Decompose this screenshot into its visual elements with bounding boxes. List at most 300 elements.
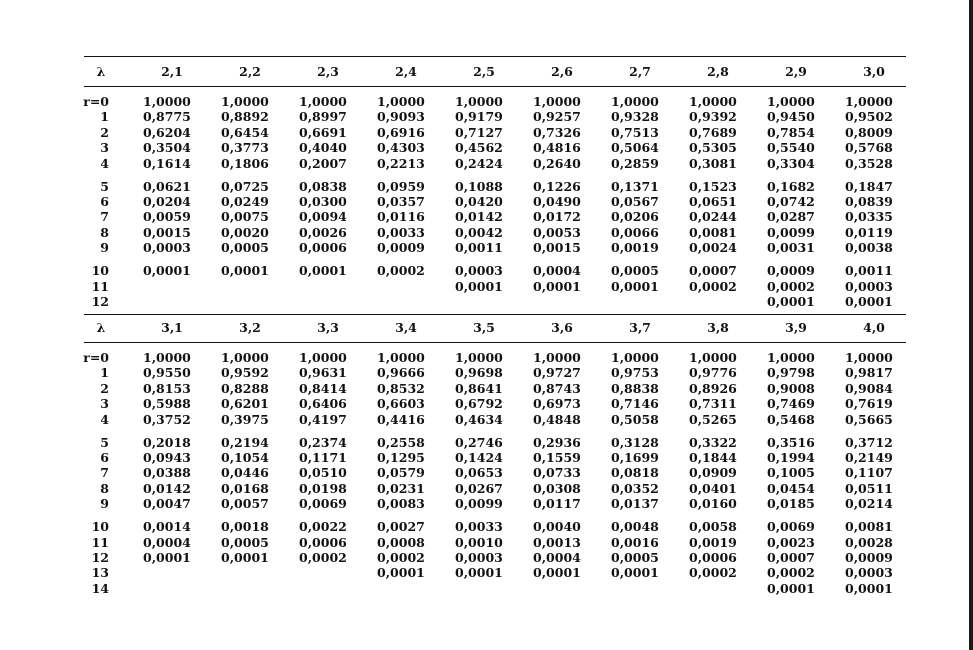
table-cell: 0,5768 — [845, 140, 893, 156]
row-r-label: 3 — [100, 140, 109, 156]
table-cell: 0,1005 — [767, 465, 815, 481]
table-cell: 0,2374 — [299, 434, 347, 450]
table-cell: 0,0083 — [377, 496, 425, 512]
table-cell: 0,9502 — [845, 109, 893, 125]
table-cell: 0,0066 — [611, 224, 659, 240]
lambda-col-header: 3,6 — [551, 320, 573, 335]
table-cell: 0,0094 — [299, 209, 347, 225]
table-cell: 0,1371 — [611, 178, 659, 194]
page-edge-shadow — [969, 0, 973, 650]
table-cell: 0,0420 — [455, 194, 503, 209]
table-row — [75, 535, 915, 550]
lambda-col-header: 2,1 — [161, 64, 183, 79]
table-cell: 0,0002 — [689, 565, 737, 581]
table-cell: 0,0003 — [455, 263, 503, 279]
table-cell: 0,0016 — [611, 534, 659, 550]
table-cell: 0,0015 — [533, 240, 581, 256]
table-cell: 0,0009 — [377, 240, 425, 256]
table-cell: 0,0510 — [299, 465, 347, 481]
table-cell: 0,0401 — [689, 480, 737, 496]
table-cell: 0,5265 — [689, 411, 737, 427]
rule-top — [84, 56, 906, 57]
table-cell: 0,0287 — [767, 209, 815, 225]
table-cell: 1,0000 — [377, 350, 425, 365]
table-cell: 0,0003 — [143, 240, 191, 256]
table-cell: 0,9450 — [767, 109, 815, 125]
table-cell: 0,2859 — [611, 155, 659, 171]
row-r-label: 9 — [100, 496, 109, 512]
table-cell: 0,6916 — [377, 124, 425, 140]
row-r-label: 4 — [100, 411, 109, 427]
table-cell: 0,4816 — [533, 140, 581, 156]
table-cell: 0,0185 — [767, 496, 815, 512]
table-cell: 0,0069 — [767, 519, 815, 535]
table-cell: 0,0005 — [611, 263, 659, 279]
table-cell: 0,0019 — [611, 240, 659, 256]
table-row — [75, 465, 915, 480]
table-cell: 0,4416 — [377, 411, 425, 427]
rule-header-1 — [84, 86, 906, 87]
table-cell: 1,0000 — [299, 94, 347, 109]
table-row — [75, 140, 915, 155]
table-cell: 0,0388 — [143, 465, 191, 481]
table-cell: 1,0000 — [221, 94, 269, 109]
table-cell: 0,5468 — [767, 411, 815, 427]
table-cell: 0,0020 — [221, 224, 269, 240]
table-cell: 0,0007 — [767, 550, 815, 565]
lambda-col-header: 3,4 — [395, 320, 417, 335]
table-cell: 0,5665 — [845, 411, 893, 427]
table-cell: 0,1295 — [377, 450, 425, 465]
table-cell: 0,0172 — [533, 209, 581, 225]
table-cell: 0,0002 — [377, 550, 425, 565]
lambda-col-header: 2,6 — [551, 64, 573, 79]
table-cell: 0,3504 — [143, 140, 191, 156]
table-cell: 0,0075 — [221, 209, 269, 225]
table-2-header — [84, 319, 906, 337]
table-cell: 0,0003 — [845, 278, 893, 294]
rule-section-divider — [84, 314, 906, 315]
table-cell: 0,7326 — [533, 124, 581, 140]
row-r-label: 11 — [91, 278, 109, 294]
table-cell: 0,0725 — [221, 178, 269, 194]
lambda-symbol: λ — [96, 64, 106, 79]
table-cell: 0,0001 — [767, 294, 815, 309]
lambda-col-header: 2,5 — [473, 64, 495, 79]
row-r-label: 12 — [91, 550, 109, 565]
table-cell: 0,0022 — [299, 519, 347, 535]
table-row — [75, 156, 915, 171]
table-cell: 0,0004 — [143, 534, 191, 550]
table-cell: 0,0015 — [143, 224, 191, 240]
table-cell: 0,0116 — [377, 209, 425, 225]
table-cell: 0,0249 — [221, 194, 269, 209]
table-cell: 0,1847 — [845, 178, 893, 194]
table-cell: 0,7146 — [611, 396, 659, 412]
table-cell: 0,0007 — [689, 263, 737, 279]
table-cell: 0,0059 — [143, 209, 191, 225]
table-cell: 0,9093 — [377, 109, 425, 125]
table-cell: 0,0244 — [689, 209, 737, 225]
table-cell: 0,7469 — [767, 396, 815, 412]
table-cell: 0,5988 — [143, 396, 191, 412]
table-cell: 0,0006 — [299, 240, 347, 256]
row-r-label: 8 — [100, 224, 109, 240]
row-r-label: 10 — [91, 519, 109, 535]
table-cell: 0,0446 — [221, 465, 269, 481]
table-cell: 0,8997 — [299, 109, 347, 125]
table-cell: 0,4040 — [299, 140, 347, 156]
table-cell: 0,0006 — [689, 550, 737, 565]
table-cell: 0,6691 — [299, 124, 347, 140]
row-r-label: 2 — [100, 380, 109, 396]
table-row — [75, 209, 915, 224]
lambda-col-header: 2,3 — [317, 64, 339, 79]
table-cell: 0,0001 — [299, 263, 347, 279]
table-cell: 0,0621 — [143, 178, 191, 194]
table-cell: 0,3128 — [611, 434, 659, 450]
table-cell: 0,0001 — [221, 263, 269, 279]
table-cell: 0,0001 — [611, 565, 659, 581]
table-cell: 0,0137 — [611, 496, 659, 512]
table-cell: 0,9631 — [299, 365, 347, 381]
row-r-label: 5 — [100, 434, 109, 450]
row-r-label: 11 — [91, 534, 109, 550]
table-row — [75, 109, 915, 124]
table-cell: 0,9257 — [533, 109, 581, 125]
table-cell: 0,4303 — [377, 140, 425, 156]
table-row — [75, 294, 915, 309]
table-row — [75, 350, 915, 365]
table-cell: 1,0000 — [377, 94, 425, 109]
table-cell: 0,0014 — [143, 519, 191, 535]
table-cell: 0,1107 — [845, 465, 893, 481]
table-cell: 0,0300 — [299, 194, 347, 209]
table-cell: 0,7619 — [845, 396, 893, 412]
table-cell: 0,0653 — [455, 465, 503, 481]
table-cell: 0,0099 — [767, 224, 815, 240]
table-cell: 0,0002 — [299, 550, 347, 565]
row-r-label: 8 — [100, 480, 109, 496]
table-cell: 0,1559 — [533, 450, 581, 465]
table-cell: 0,0198 — [299, 480, 347, 496]
lambda-col-header: 2,9 — [785, 64, 807, 79]
table-cell: 0,7854 — [767, 124, 815, 140]
table-cell: 0,0142 — [455, 209, 503, 225]
table-cell: 0,0081 — [689, 224, 737, 240]
table-cell: 1,0000 — [455, 94, 503, 109]
table-cell: 0,0003 — [455, 550, 503, 565]
table-cell: 1,0000 — [689, 94, 737, 109]
lambda-col-header: 2,8 — [707, 64, 729, 79]
table-cell: 0,0818 — [611, 465, 659, 481]
table-cell: 0,0168 — [221, 480, 269, 496]
table-cell: 0,5058 — [611, 411, 659, 427]
lambda-col-header: 3,7 — [629, 320, 651, 335]
table-cell: 0,0160 — [689, 496, 737, 512]
table-cell: 0,0357 — [377, 194, 425, 209]
lambda-col-header: 3,2 — [239, 320, 261, 335]
table-cell: 0,0206 — [611, 209, 659, 225]
lambda-symbol: λ — [96, 320, 106, 335]
table-cell: 0,0490 — [533, 194, 581, 209]
table-cell: 0,0003 — [845, 565, 893, 581]
table-cell: 0,0001 — [221, 550, 269, 565]
table-cell: 0,3975 — [221, 411, 269, 427]
table-row — [75, 279, 915, 294]
table-cell: 1,0000 — [845, 94, 893, 109]
table-row — [75, 381, 915, 396]
row-r-label: 6 — [100, 450, 109, 465]
lambda-col-header: 3,0 — [863, 64, 885, 79]
table-cell: 0,0023 — [767, 534, 815, 550]
row-r-label: 13 — [91, 565, 109, 581]
table-cell: 0,8153 — [143, 380, 191, 396]
table-cell: 0,6406 — [299, 396, 347, 412]
table-cell: 0,0040 — [533, 519, 581, 535]
table-cell: 0,0058 — [689, 519, 737, 535]
table-cell: 0,1523 — [689, 178, 737, 194]
table-row — [75, 519, 915, 534]
table-cell: 0,9817 — [845, 365, 893, 381]
lambda-col-header: 2,2 — [239, 64, 261, 79]
table-cell: 0,1614 — [143, 155, 191, 171]
row-r-label: 10 — [91, 263, 109, 279]
table-cell: 0,0204 — [143, 194, 191, 209]
table-cell: 0,2018 — [143, 434, 191, 450]
table-cell: 0,0004 — [533, 263, 581, 279]
table-cell: 1,0000 — [611, 350, 659, 365]
lambda-col-header: 3,1 — [161, 320, 183, 335]
table-cell: 0,0042 — [455, 224, 503, 240]
table-cell: 0,0943 — [143, 450, 191, 465]
table-cell: 0,3528 — [845, 155, 893, 171]
table-cell: 0,1806 — [221, 155, 269, 171]
table-cell: 0,9592 — [221, 365, 269, 381]
table-1-header — [84, 63, 906, 81]
table-row — [75, 412, 915, 427]
table-cell: 0,0959 — [377, 178, 425, 194]
table-cell: 0,0002 — [689, 278, 737, 294]
table-cell: 0,0001 — [455, 565, 503, 581]
row-r-label: 5 — [100, 178, 109, 194]
table-cell: 0,5540 — [767, 140, 815, 156]
table-cell: 0,0231 — [377, 480, 425, 496]
table-cell: 0,0019 — [689, 534, 737, 550]
lambda-col-header: 2,4 — [395, 64, 417, 79]
table-cell: 1,0000 — [143, 94, 191, 109]
table-cell: 0,0001 — [845, 294, 893, 309]
table-cell: 0,9550 — [143, 365, 191, 381]
table-cell: 0,0267 — [455, 480, 503, 496]
table-cell: 0,0909 — [689, 465, 737, 481]
table-cell: 0,6454 — [221, 124, 269, 140]
table-cell: 0,0454 — [767, 480, 815, 496]
table-cell: 0,0002 — [377, 263, 425, 279]
table-cell: 0,1054 — [221, 450, 269, 465]
table-cell: 0,0214 — [845, 496, 893, 512]
table-cell: 0,0013 — [533, 534, 581, 550]
table-cell: 0,9798 — [767, 365, 815, 381]
table-cell: 1,0000 — [689, 350, 737, 365]
table-cell: 0,0011 — [455, 240, 503, 256]
table-cell: 0,0028 — [845, 534, 893, 550]
lambda-col-header: 3,8 — [707, 320, 729, 335]
table-cell: 0,3304 — [767, 155, 815, 171]
table-row — [75, 450, 915, 465]
table-cell: 0,8926 — [689, 380, 737, 396]
table-cell: 0,1682 — [767, 178, 815, 194]
table-cell: 0,9776 — [689, 365, 737, 381]
table-cell: 0,9698 — [455, 365, 503, 381]
row-r-label: 2 — [100, 124, 109, 140]
table-cell: 0,9328 — [611, 109, 659, 125]
table-cell: 0,6603 — [377, 396, 425, 412]
table-row — [75, 496, 915, 511]
table-cell: 0,0142 — [143, 480, 191, 496]
table-row — [75, 194, 915, 209]
table-cell: 0,0006 — [299, 534, 347, 550]
table-cell: 0,1699 — [611, 450, 659, 465]
row-r-label: 1 — [100, 109, 109, 125]
table-row — [75, 581, 915, 596]
table-cell: 0,0651 — [689, 194, 737, 209]
table-cell: 0,0001 — [455, 278, 503, 294]
table-cell: 0,4634 — [455, 411, 503, 427]
table-cell: 0,0048 — [611, 519, 659, 535]
table-cell: 0,2746 — [455, 434, 503, 450]
table-cell: 0,0567 — [611, 194, 659, 209]
table-cell: 0,0119 — [845, 224, 893, 240]
table-cell: 0,3773 — [221, 140, 269, 156]
table-cell: 0,4197 — [299, 411, 347, 427]
table-cell: 0,3322 — [689, 434, 737, 450]
table-cell: 0,9727 — [533, 365, 581, 381]
table-cell: 1,0000 — [611, 94, 659, 109]
row-r-label: r=0 — [83, 94, 109, 109]
table-cell: 0,7311 — [689, 396, 737, 412]
table-row — [75, 435, 915, 450]
table-cell: 0,0099 — [455, 496, 503, 512]
table-cell: 1,0000 — [455, 350, 503, 365]
table-cell: 0,3081 — [689, 155, 737, 171]
table-cell: 0,9392 — [689, 109, 737, 125]
table-cell: 0,2007 — [299, 155, 347, 171]
table-row — [75, 225, 915, 240]
table-cell: 0,0005 — [611, 550, 659, 565]
table-cell: 0,6204 — [143, 124, 191, 140]
table-row — [75, 240, 915, 255]
rule-header-2 — [84, 342, 906, 343]
table-cell: 0,9084 — [845, 380, 893, 396]
table-cell: 0,0004 — [533, 550, 581, 565]
table-cell: 1,0000 — [299, 350, 347, 365]
table-cell: 0,0001 — [767, 580, 815, 596]
table-cell: 0,6201 — [221, 396, 269, 412]
table-cell: 0,4848 — [533, 411, 581, 427]
table-cell: 0,0038 — [845, 240, 893, 256]
table-row — [75, 565, 915, 580]
table-cell: 0,0033 — [455, 519, 503, 535]
table-cell: 0,0031 — [767, 240, 815, 256]
table-cell: 0,8838 — [611, 380, 659, 396]
lambda-col-header: 4,0 — [863, 320, 885, 335]
table-cell: 0,2936 — [533, 434, 581, 450]
table-cell: 0,1424 — [455, 450, 503, 465]
table-cell: 0,0742 — [767, 194, 815, 209]
lambda-col-header: 3,5 — [473, 320, 495, 335]
lambda-col-header: 3,9 — [785, 320, 807, 335]
table-cell: 1,0000 — [533, 350, 581, 365]
row-r-label: 1 — [100, 365, 109, 381]
table-cell: 0,6973 — [533, 396, 581, 412]
table-cell: 0,8743 — [533, 380, 581, 396]
table-cell: 0,0026 — [299, 224, 347, 240]
table-cell: 0,7513 — [611, 124, 659, 140]
table-cell: 0,2194 — [221, 434, 269, 450]
table-cell: 0,0005 — [221, 240, 269, 256]
table-cell: 1,0000 — [221, 350, 269, 365]
table-cell: 0,8009 — [845, 124, 893, 140]
table-cell: 0,7127 — [455, 124, 503, 140]
table-cell: 0,0047 — [143, 496, 191, 512]
table-cell: 0,1088 — [455, 178, 503, 194]
table-cell: 0,0733 — [533, 465, 581, 481]
table-cell: 0,0069 — [299, 496, 347, 512]
table-cell: 0,8414 — [299, 380, 347, 396]
table-cell: 0,1994 — [767, 450, 815, 465]
table-cell: 0,2213 — [377, 155, 425, 171]
row-r-label: 9 — [100, 240, 109, 256]
row-r-label: 12 — [91, 294, 109, 309]
table-cell: 0,9753 — [611, 365, 659, 381]
table-cell: 0,9179 — [455, 109, 503, 125]
table-cell: 0,4562 — [455, 140, 503, 156]
table-cell: 0,0033 — [377, 224, 425, 240]
table-cell: 0,3516 — [767, 434, 815, 450]
table-cell: 0,0579 — [377, 465, 425, 481]
table-cell: 0,0308 — [533, 480, 581, 496]
table-row — [75, 396, 915, 411]
table-cell: 0,2640 — [533, 155, 581, 171]
table-cell: 0,6792 — [455, 396, 503, 412]
table-cell: 0,0018 — [221, 519, 269, 535]
table-cell: 0,0001 — [143, 263, 191, 279]
table-cell: 1,0000 — [845, 350, 893, 365]
table-cell: 0,0001 — [143, 550, 191, 565]
table-cell: 0,0001 — [377, 565, 425, 581]
table-cell: 0,0005 — [221, 534, 269, 550]
table-cell: 0,0057 — [221, 496, 269, 512]
table-cell: 0,1226 — [533, 178, 581, 194]
table-cell: 0,0024 — [689, 240, 737, 256]
table-row — [75, 550, 915, 565]
table-cell: 0,3752 — [143, 411, 191, 427]
table-cell: 0,0352 — [611, 480, 659, 496]
row-r-label: 7 — [100, 209, 109, 225]
table-cell: 0,0010 — [455, 534, 503, 550]
table-cell: 1,0000 — [767, 94, 815, 109]
table-cell: 0,8775 — [143, 109, 191, 125]
table-cell: 0,3712 — [845, 434, 893, 450]
table-cell: 0,0027 — [377, 519, 425, 535]
table-cell: 0,8288 — [221, 380, 269, 396]
table-cell: 1,0000 — [533, 94, 581, 109]
table-cell: 0,0511 — [845, 480, 893, 496]
table-cell: 0,1171 — [299, 450, 347, 465]
lambda-col-header: 2,7 — [629, 64, 651, 79]
table-cell: 0,0001 — [611, 278, 659, 294]
